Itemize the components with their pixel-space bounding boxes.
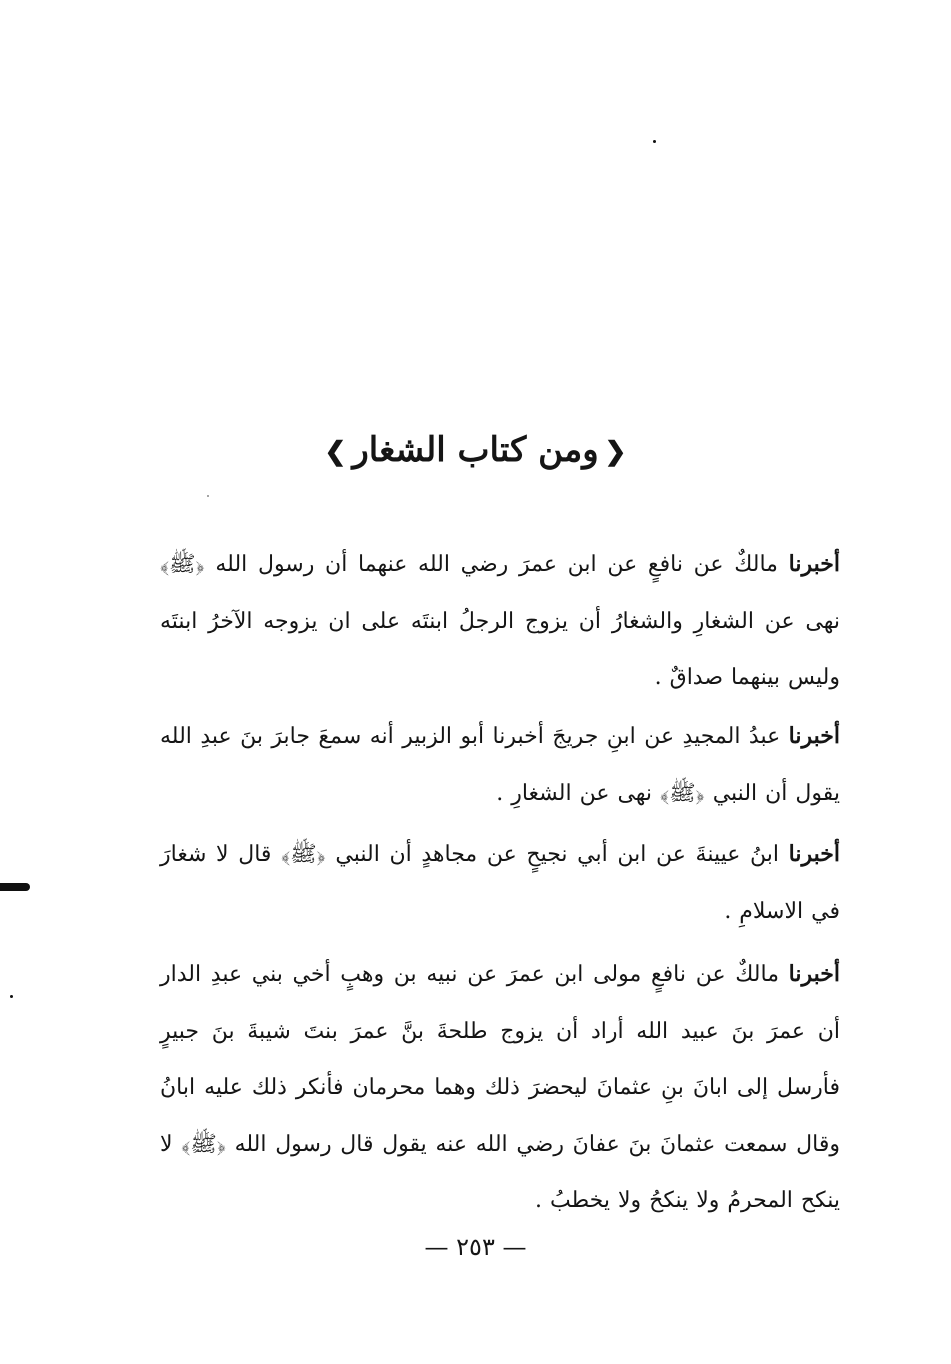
hadith-paragraph	[160, 708, 840, 822]
paragraph-text: مالكٌ عن نافعٍ مولى ابن عمرَ عن نبيه بن وهبٍ أخي بني عبدِ الدار أن عمرَ بنَ عبيد الله أراد أن يزوج طلحةَ بنَّ عمرَ بنتَ شيبةَ بنَ جبيرٍ فأرسل إلى ابانَ بنِ عثمانَ ليحضرَ ذلك وهما محرمان فأنكر ذلك عليه ابانُ وقال سمعت عثمانَ بنَ عفانَ رضي الله عنه يقول قال رسول الله ﴿ﷺ﴾ لا ينكح المحرمُ ولا ينكحُ ولا يخطبُ .	[160, 962, 840, 1213]
chapter-title: ومن كتاب الشغار	[352, 430, 599, 470]
paragraph-text: مالكٌ عن نافعٍ عن ابن عمرَ رضي الله عنهما أن رسول الله ﴿ﷺ﴾ نهى عن الشغارِ والشغارُ أن يزوج الرجلُ ابنتَه على ان يزوجه الآخرُ ابنتَه وليس بينهما صداقٌ .	[160, 552, 840, 690]
paragraph-text: عبدُ المجيدِ عن ابنِ جريجَ أخبرنا أبو الزبير أنه سمعَ جابرَ بنَ عبدِ الله يقول أن النبي ﴿ﷺ﴾ نهى عن الشغارِ .	[160, 724, 840, 806]
paragraph-text: ابنُ عيينةَ عن ابن أبي نجيحٍ عن مجاهدٍ أن النبي ﴿ﷺ﴾ قال لا شغارَ في الاسلامِ .	[160, 842, 840, 924]
hadith-paragraph	[160, 826, 840, 940]
paragraph-lead: أخبرنا	[788, 551, 840, 577]
scan-speck	[207, 495, 209, 497]
ornament-close-icon: ❯	[324, 437, 347, 467]
paragraph-lead: أخبرنا	[788, 841, 840, 867]
paragraph-lead: أخبرنا	[788, 961, 840, 987]
paragraph-lead: أخبرنا	[788, 723, 840, 749]
scan-speck	[10, 995, 13, 998]
page-number: — ٢٥٣ —	[424, 1233, 527, 1261]
hadith-paragraph	[160, 946, 840, 1230]
scan-speck	[653, 140, 656, 143]
scan-edge-mark	[0, 883, 30, 891]
hadith-paragraph	[160, 536, 840, 707]
ornament-open-icon: ❮	[604, 437, 627, 467]
chapter-heading	[0, 424, 951, 478]
